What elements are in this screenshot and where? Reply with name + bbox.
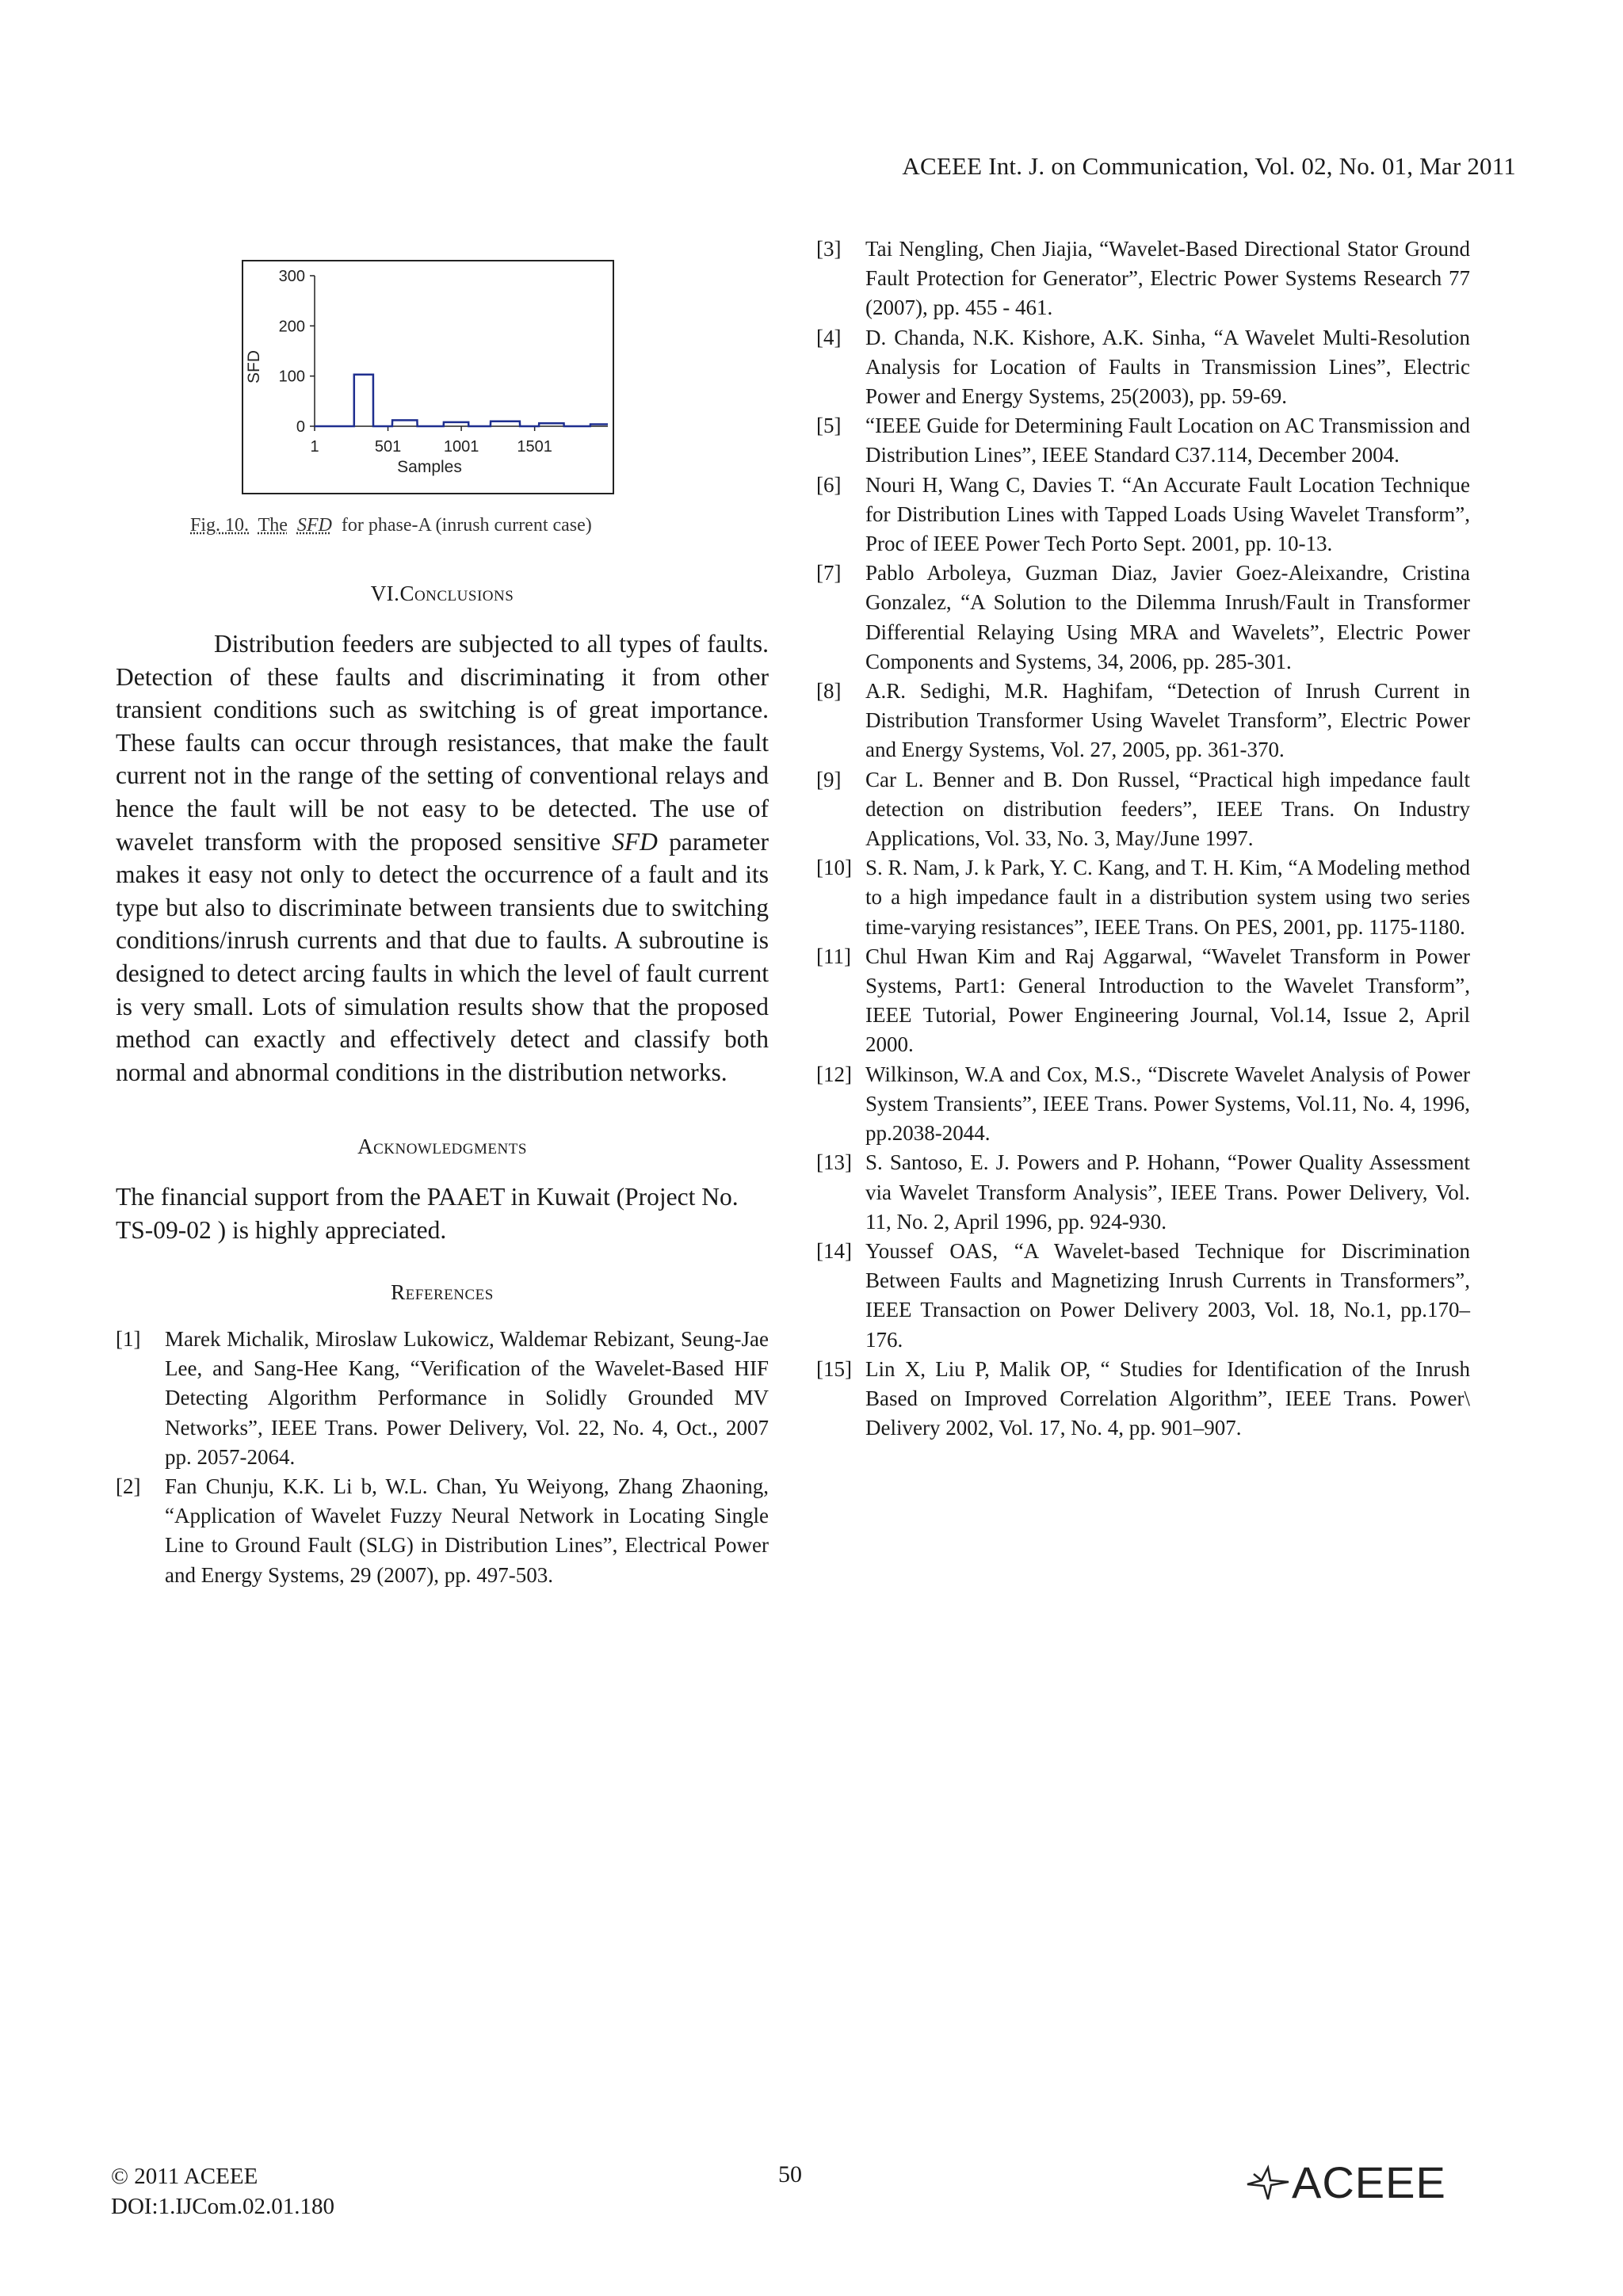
reference-number: [10]: [816, 856, 852, 880]
reference-number: [14]: [816, 1238, 852, 1263]
logo-text: ACEEE: [1292, 2157, 1446, 2207]
reference-number: [12]: [816, 1062, 852, 1086]
caption-prefix: Fig. 10.: [190, 515, 250, 536]
reference-text: Chul Hwan Kim and Raj Aggarwal, “Wavelet Transform in Power Systems, Part1: General Introduction to the Wavelet Transform”, IEEE Tutorial, Power Engineering Journal, Vol.14, Issue 2, April 2000.: [865, 944, 1470, 1057]
reference-number: [3]: [816, 237, 842, 261]
footer-left: [111, 2161, 334, 2222]
references-heading: [116, 1280, 769, 1305]
reference-number: [2]: [116, 1474, 141, 1499]
figure-caption: [190, 515, 592, 536]
reference-item: [816, 765, 1470, 854]
figure-10: [242, 260, 614, 494]
reference-number: [7]: [816, 561, 842, 585]
x-tick-label: 501: [374, 438, 402, 456]
caption-sfd: SFD: [296, 515, 332, 536]
caption-rest: for phase-A (inrush current case): [341, 515, 592, 536]
reference-item: [816, 1060, 1470, 1149]
x-tick-label: 1: [310, 438, 319, 456]
reference-number: [5]: [816, 414, 842, 438]
reference-number: [13]: [816, 1150, 852, 1175]
references-title: References: [391, 1280, 494, 1304]
conclusions-text-b: parameter makes it easy not only to detect the occurrence of a fault and its type but also to discriminate between transients due to switching conditions/inrush currents and that due to faults. A subroutine is designed to detect arcing faults in which the level of fault current is very small. Lots of simulation results show that the proposed method can exactly and effectively detect and classify both normal and abnormal conditions in the distribution networks.: [116, 827, 769, 1086]
conclusions-heading: [116, 582, 769, 606]
doi: DOI:1.IJCom.02.01.180: [111, 2194, 334, 2219]
reference-text: Tai Nengling, Chen Jiajia, “Wavelet-Based Directional Stator Ground Fault Protection for Generator”, Electric Power Systems Research 77 (2007), pp. 455 - 461.: [865, 237, 1470, 320]
references-left: [116, 1325, 769, 1590]
copyright: © 2011 ACEEE: [111, 2164, 258, 2189]
page-number: 50: [778, 2161, 802, 2187]
reference-number: [4]: [816, 325, 842, 349]
reference-number: [1]: [116, 1327, 141, 1351]
reference-item: [816, 235, 1470, 323]
reference-text: Nouri H, Wang C, Davies T. “An Accurate Fault Location Technique for Distribution Lines with Tapped Loads Using Wavelet Transform”, Proc of IEEE Power Tech Porto Sept. 2001, pp. 10-13.: [865, 472, 1470, 556]
sfd-chart: [242, 260, 614, 494]
reference-text: Youssef OAS, “A Wavelet-based Technique for Discrimination Between Faults and Magnetizing Inrush Currents in Transformers”, IEEE Transaction on Power Delivery 2003, Vol. 18, No.1, pp.170–176.: [865, 1238, 1470, 1352]
reference-item: [816, 1355, 1470, 1444]
y-axis-label: SFD: [245, 350, 263, 383]
reference-number: [6]: [816, 472, 842, 497]
x-tick-label: 1001: [443, 438, 479, 456]
reference-text: “IEEE Guide for Determining Fault Location on AC Transmission and Distribution Lines”, IEEE Standard C37.114, December 2004.: [865, 414, 1470, 467]
acknowledgments-title: Acknowledgments: [357, 1135, 527, 1158]
caption-word: The: [258, 515, 288, 536]
x-axis-label: Samples: [397, 458, 462, 476]
y-tick-label: 100: [278, 368, 305, 386]
reference-item: [116, 1472, 769, 1590]
reference-item: [816, 471, 1470, 559]
reference-item: [816, 677, 1470, 765]
reference-item: [816, 853, 1470, 942]
y-tick-label: 300: [278, 268, 305, 285]
reference-text: A.R. Sedighi, M.R. Haghifam, “Detection of Inrush Current in Distribution Transformer Using Wavelet Transform”, Electric Power and Energy Systems, Vol. 27, 2005, pp. 361-370.: [865, 679, 1470, 762]
journal-header: ACEEE Int. J. on Communication, Vol. 02, No. 01, Mar 2011: [902, 152, 1516, 180]
reference-text: Pablo Arboleya, Guzman Diaz, Javier Goez-Aleixandre, Cristina Gonzalez, “A Solution to the Dilemma Inrush/Fault in Transformer Differential Relaying Using MRA and Wavelets”, Electric Power Components and Systems, 34, 2006, pp. 285-301.: [865, 561, 1470, 673]
acknowledgments-heading: [116, 1135, 769, 1159]
acknowledgments-paragraph: The financial support from the PAAET in Kuwait (Project No. TS-09-02 ) is highly appreciated.: [116, 1183, 739, 1244]
references-right: [816, 235, 1470, 1443]
reference-number: [11]: [816, 944, 851, 968]
conclusions-numeral: VI.: [370, 582, 400, 605]
reference-item: [816, 1237, 1470, 1355]
reference-text: S. Santoso, E. J. Powers and P. Hohann, “Power Quality Assessment via Wavelet Transform Analysis”, IEEE Trans. Power Delivery, Vol. 11, No. 2, April 1996, pp. 924-930.: [865, 1150, 1470, 1234]
reference-text: Marek Michalik, Miroslaw Lukowicz, Waldemar Rebizant, Seung-Jae Lee, and Sang-Hee Kang, “Verification of the Wavelet-Based HIF Detecting Algorithm Performance in Solidly Grounded MV Networks”, IEEE Trans. Power Delivery, Vol. 22, No. 4, Oct., 2007 pp. 2057-2064.: [165, 1327, 769, 1469]
aceee-logo: [1244, 2157, 1446, 2208]
reference-text: Lin X, Liu P, Malik OP, “ Studies for Identification of the Inrush Based on Improved Correlation Algorithm”, IEEE Trans. Power\ Delivery 2002, Vol. 17, No. 4, pp. 901–907.: [865, 1356, 1470, 1440]
reference-item: [816, 559, 1470, 677]
reference-text: Car L. Benner and B. Don Russel, “Practical high impedance fault detection on distribution feeders”, IEEE Trans. On Industry Applications, Vol. 33, No. 3, May/June 1997.: [865, 767, 1470, 851]
reference-text: Wilkinson, W.A and Cox, M.S., “Discrete Wavelet Analysis of Power System Transients”, IEEE Trans. Power Systems, Vol.11, No. 4, 1996, pp.2038-2044.: [865, 1062, 1470, 1146]
reference-number: [15]: [816, 1356, 852, 1381]
conclusions-sfd: SFD: [612, 827, 658, 856]
conclusions-text-a: Distribution feeders are subjected to all types of faults. Detection of these faults and discriminating it from other transient conditions such as switching is of great importance. These faults can occur through resistances, that make the fault current not in the range of the setting of conventional relays and hence the fault will be not easy to be detected. The use of wavelet transform with the proposed sensitive: [116, 630, 769, 856]
reference-item: [816, 942, 1470, 1060]
reference-number: [8]: [816, 679, 842, 704]
conclusions-title: Conclusions: [399, 582, 514, 605]
reference-number: [9]: [816, 767, 842, 791]
reference-text: S. R. Nam, J. k Park, Y. C. Kang, and T. H. Kim, “A Modeling method to a high impedance fault in a distribution system using two series time-varying resistances”, IEEE Trans. On PES, 2001, pp. 1175-1180.: [865, 856, 1470, 939]
reference-item: [816, 411, 1470, 470]
x-tick-label: 1501: [517, 438, 552, 456]
reference-text: D. Chanda, N.K. Kishore, A.K. Sinha, “A Wavelet Multi-Resolution Analysis for Location of Faults in Transmission Lines”, Electric Power and Energy Systems, 25(2003), pp. 59-69.: [865, 325, 1470, 409]
reference-item: [816, 323, 1470, 412]
reference-item: [116, 1325, 769, 1472]
reference-text: Fan Chunju, K.K. Li b, W.L. Chan, Yu Weiyong, Zhang Zhaoning, “Application of Wavelet Fuzzy Neural Network in Locating Single Line to Ground Fault (SLG) in Distribution Lines”, Electrical Power and Energy Systems, 29 (2007), pp. 497-503.: [165, 1474, 769, 1587]
y-tick-label: 0: [296, 418, 305, 436]
logo-star-icon: [1244, 2163, 1292, 2203]
reference-item: [816, 1148, 1470, 1237]
y-tick-label: 200: [278, 318, 305, 336]
conclusions-paragraph: [116, 627, 769, 1089]
